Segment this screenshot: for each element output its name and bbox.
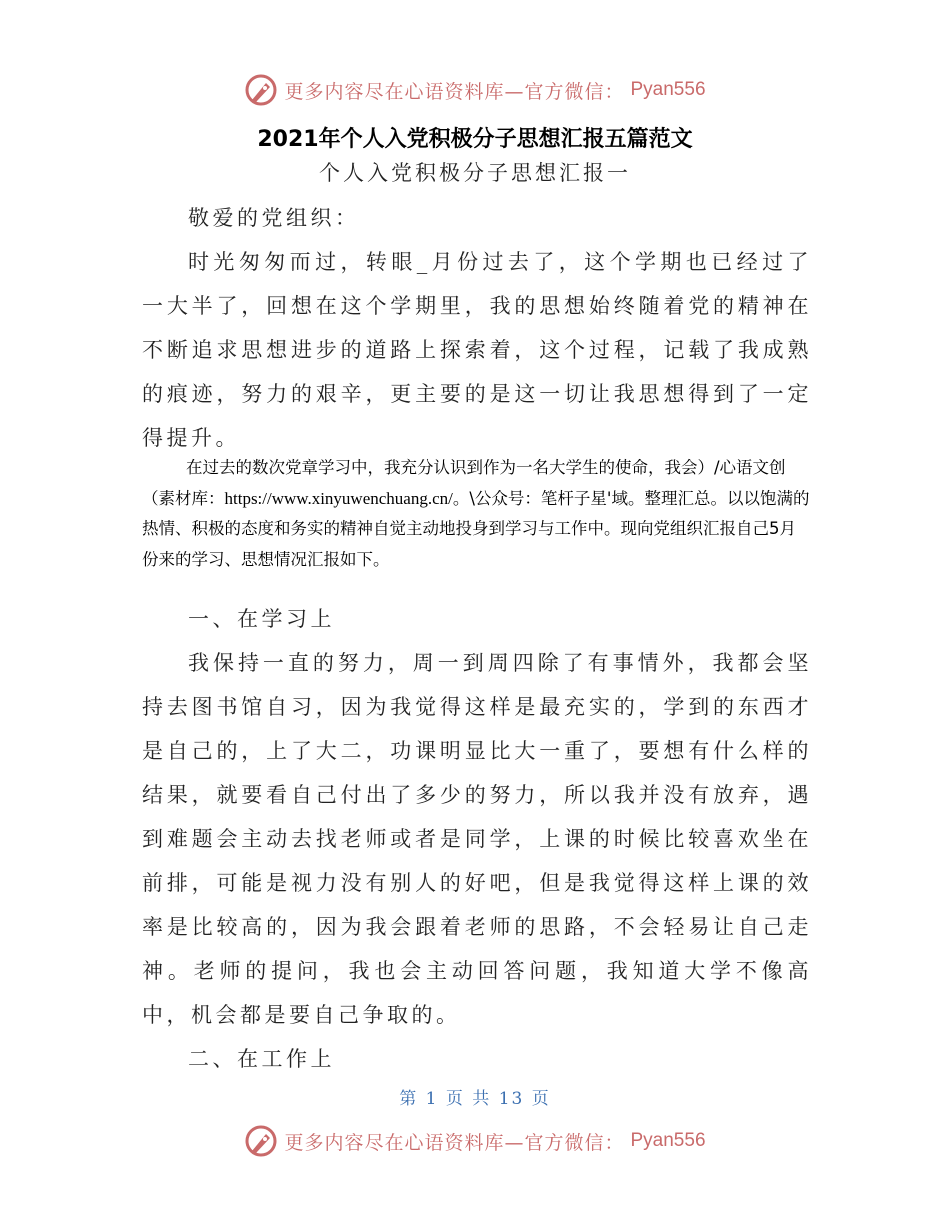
banner-text: 更多内容尽在心语资料库—官方微信： bbox=[284, 80, 625, 103]
source-url: https://www.xinyuwenchuang.cn/ bbox=[224, 488, 453, 508]
section1-paragraph: 我保持一直的努力，周一到周四除了有事情外，我都会坚持去图书馆自习，因为我觉得这样是最充实的，学到的东西才是自己的，上了大二，功课明显比大一重了，要想有什么样的结果，就要看自己付出了多少的努力，所以我并没有放弃，遇到难题会主动去找老师或者是同学，上课的时候比较喜欢坐在前排，可能是视力没有别人的好吧，但是我觉得这样上课的效率是比较高的，因为我会跟着老师的思路，不会轻易让自己走神。老师的提问，我也会主动回答问题，我知道大学不像高中，机会都是要自己争取的。 bbox=[142, 651, 812, 1027]
page-number: 第 1 页 共 13 页 bbox=[399, 1089, 551, 1109]
footer-banner bbox=[0, 1121, 950, 1161]
section1-heading: 一、在学习上 bbox=[188, 607, 335, 631]
header-banner bbox=[0, 70, 950, 110]
salutation: 敬爱的党组织： bbox=[188, 206, 360, 230]
intro-paragraph: 时光匆匆而过，转眼_月份过去了，这个学期也已经过了一大半了，回想在这个学期里，我的思想始终随着党的精神在不断追求思想进步的道路上探索着，这个过程，记载了我成熟的痕迹，努力的艰辛，更主要的是这一切让我思想得到了一定得提升。 bbox=[142, 250, 812, 450]
banner-wechat-id: Pyan556 bbox=[630, 79, 706, 100]
document-subtitle: 个人入党积极分子思想汇报一 bbox=[319, 161, 631, 185]
insert-text-2: 。\公众号：笔杆子星'域。整理汇总。以以饱满的热情、积极的态度和务实的精神自觉主动地投身到学习与工作中。现向党组织汇报自己5月份来的学习、思想情况汇报如下。 bbox=[142, 488, 810, 569]
banner-wechat-id: Pyan556 bbox=[630, 1130, 706, 1151]
body-part-1 bbox=[142, 196, 812, 460]
section2-heading: 二、在工作上 bbox=[188, 1047, 335, 1071]
pen-nib-logo-icon bbox=[244, 1124, 278, 1158]
pen-nib-logo-icon bbox=[244, 73, 278, 107]
insert-text-1: 在过去的数次党章学习中，我充分认识到作为一名大学生的使命，我会）/心语文创（素材库： bbox=[142, 458, 786, 508]
inserted-paragraph bbox=[142, 453, 812, 575]
document-title: 2021年个人入党积极分子思想汇报五篇范文 bbox=[257, 127, 693, 152]
banner-text: 更多内容尽在心语资料库—官方微信： bbox=[284, 1131, 625, 1154]
body-part-2 bbox=[142, 597, 812, 1081]
